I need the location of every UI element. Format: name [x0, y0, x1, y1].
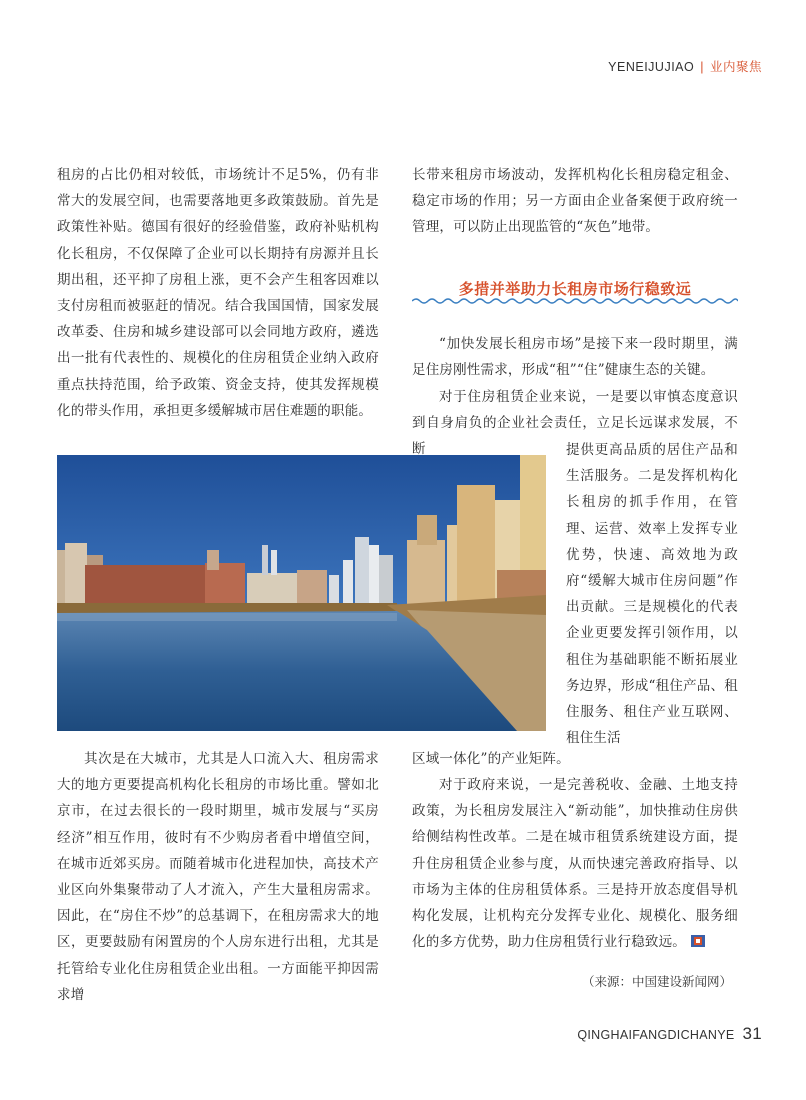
page-number: 31 [742, 1024, 762, 1043]
magazine-name: QINGHAIFANGDICHANYE [577, 1028, 735, 1042]
city-river-photo [57, 455, 546, 731]
magazine-end-icon [690, 934, 706, 948]
running-header [608, 57, 762, 75]
left-paragraph-1: 租房的占比仍相对较低，市场统计不足5%，仍有非常大的发展空间，也需要落地更多政策鼓励。首先是政策性补贴。德国有很好的经验借鉴，政府补贴机构化长租房，不仅保障了企业可以长期持有房源并且长期出租，还平抑了房租上涨，更不会产生租客因难以支付房租而被驱赶的情况。结合我国国情，国家发展改革委、住房和城乡建设部可以会同地方政府，遴选出一批有代表性的、规模化的住房租赁企业纳入政府重点扶持范围，给予政策、资金支持，使其发挥规模化的带头作用，承担更多缓解城市居住难题的职能。 [57, 167, 379, 419]
right-paragraph-3-wrap: 提供更高品质的居住产品和生活服务。二是发挥机构化长租房的抓手作用，在管理、运营、效率上发挥专业优势，快速、高效地为政府“缓解大城市住房问题”作出贡献。三是规模化的代表企业更要发挥引领作用，以租住为基础职能不断拓展业务边界，形成“租住产品、租住服务、租住产业互联网、租住生活 [566, 442, 738, 747]
title-wave-underline [412, 296, 738, 306]
page-footer [577, 1024, 762, 1044]
header-cn: 业内聚焦 [709, 59, 762, 74]
right-paragraph-4-text: 对于政府来说，一是完善税收、金融、土地支持政策，为长租房发展注入“新动能”，加快推动住房供给侧结构性改革。二是在城市租赁系统建设方面，提升住房租赁企业参与度，从而快速完善政府指导、以市场为主体的住房租赁体系。三是持开放态度倡导机构化发展，让机构充分发挥专业化、规模化、服务细化的多方优势，助力住房租赁行业行稳致远。 [412, 777, 738, 951]
left-paragraph-2: 其次是在大城市，尤其是人口流入大、租房需求大的地方更要提高机构化长租房的市场比重。譬如北京市，在过去很长的一段时期里，城市发展与“买房经济”相互作用，彼时有不少购房者看中增值空间，在城市近郊买房。而随着城市化进程加快，高技术产业区向外集聚带动了人才流入，产生大量租房需求。因此，在“房住不炒”的总基调下，在租房需求大的地区，更要鼓励有闲置房的个人房东进行出租，尤其是托管给专业化住房租赁企业出租。一方面能平抑因需求增 [57, 751, 379, 1003]
header-separator: | [700, 60, 704, 74]
right-paragraph-3-tail: 区域一体化”的产业矩阵。 [412, 751, 570, 767]
right-paragraph-1: 长带来租房市场波动，发挥机构化长租房稳定租金、稳定市场的作用；另一方面由企业备案便于政府统一管理，可以防止出现监管的“灰色”地带。 [412, 167, 738, 236]
right-paragraph-2: “加快发展长租房市场”是接下来一段时期里，满足住房刚性需求，形成“租”“住”健康生态的关键。 [412, 336, 738, 379]
header-en: YENEIJUJIAO [608, 60, 695, 74]
right-paragraph-4 [412, 772, 738, 955]
source-credit: （来源：中国建设新闻网） [581, 974, 732, 989]
section-title: 多措并举助力长租房市场行稳致远 [458, 280, 692, 298]
right-paragraph-3-lead: 对于住房租赁企业来说，一是要以审慎态度意识到自身肩负的企业社会责任，立足长远谋求发展，不断 [412, 389, 738, 458]
